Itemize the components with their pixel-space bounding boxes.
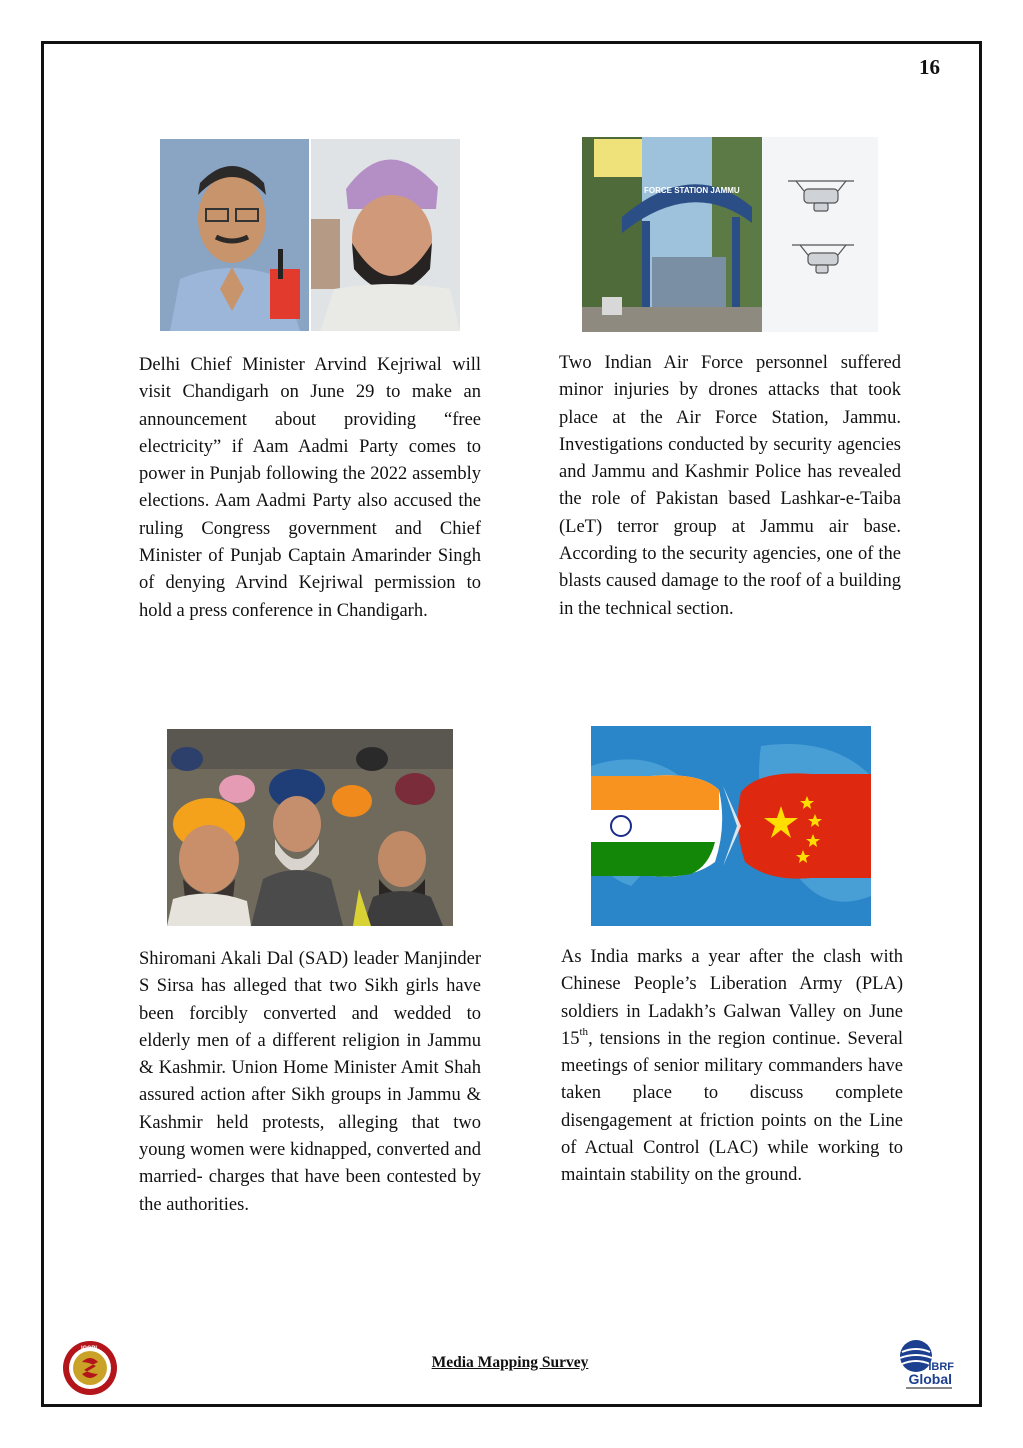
article-drone-attack: Two Indian Air Force personnel suffered minor injuries by drones attacks that took place at the Air Force Station, Jammu. Investigations conducted by security agencies and Jammu and Kashmir Police has revealed the role of Pakistan based Lashkar-e-Taiba (LeT) terror group at Jammu air base. According to the security agencies, one of the blasts caused damage to the roof of a building in the technical section. [559, 353, 901, 619]
article-galwan [561, 944, 903, 1190]
article-galwan-text-1: As India marks a year after the clash with Chinese People’s Liberation Army (PLA) soldiers in Ladakh’s Galwan Valley on June 15 [561, 947, 903, 1049]
sikh-leaders-photo [167, 729, 453, 926]
footer-title: Media Mapping Survey [431, 1354, 589, 1371]
article-sirsa: Shiromani Akali Dal (SAD) leader Manjinder S Sirsa has alleged that two Sikh girls have been forcibly converted and wedded to elderly men of a different religion in Jammu & Kashmir. Union Home Minister Amit Shah assured action after Sikh groups in Jammu & Kashmir held protests, alleging that two young women were kidnapped, converted and married- charges that have been contested by the authorities. [139, 949, 481, 1215]
article-galwan-text-2: , tensions in the region continue. Several meetings of senior military commanders have taken place to discuss complete disengagement at friction points on the Line of Actual Control (LAC) while working to maintain stability on the ground. [561, 1028, 903, 1186]
article-kejriwal: Delhi Chief Minister Arvind Kejriwal will visit Chandigarh on June 29 to make an announcement about providing “free electricity” if Aam Aadmi Party comes to power in Punjab following the 2022 assembly elections. Aam Aadmi Party also accused the ruling Congress government and Chief Minister of Punjab Captain Amarinder Singh of denying Arvind Kejriwal permission to hold a press conference in Chandigarh. [139, 355, 481, 621]
gate-sign-text: FORCE STATION JAMMU [644, 186, 740, 195]
air-force-station-drones-photo [582, 137, 878, 332]
page-number: 16 [919, 55, 940, 79]
global-logo-text: Global [908, 1371, 952, 1387]
iccpl-logo-text: ICCPL [81, 1346, 99, 1352]
politicians-photo [160, 139, 460, 331]
ibrf-global-logo [896, 1336, 958, 1394]
iccpl-logo [62, 1340, 118, 1396]
india-china-fists-photo [591, 726, 871, 926]
article-galwan-sup: th [579, 1025, 589, 1038]
ibrf-logo-text: IBRF [928, 1361, 954, 1373]
